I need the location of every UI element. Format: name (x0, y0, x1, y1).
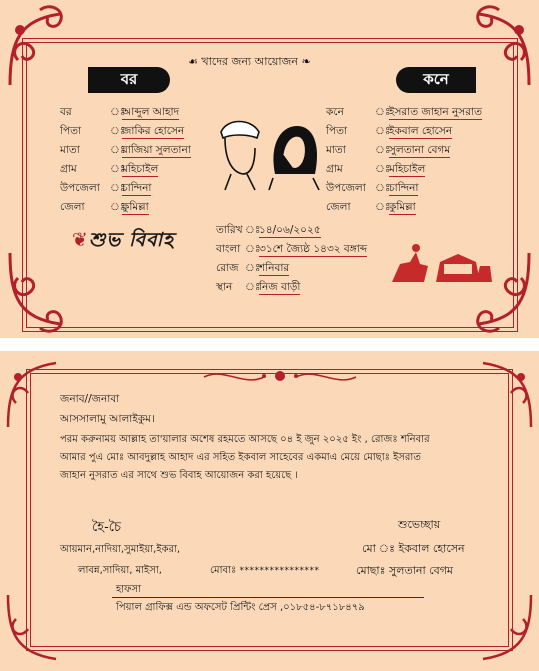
corner-ornament-top-right (469, 351, 539, 431)
bride-rows-label: জেলা (326, 201, 351, 213)
wishes-name-2: মোছাঃ সুলতানা বেগম (356, 564, 454, 577)
detail-rows-separator: ঃ (245, 281, 261, 293)
corner-ornament-bottom-left (0, 248, 80, 338)
bride-rows-separator: ঃ (375, 144, 391, 156)
detail-rows-value: শনিবার (259, 262, 290, 274)
groom-rows-separator: ঃ (110, 144, 126, 156)
detail-rows-separator: ঃ (245, 224, 261, 236)
bride-rows-label: কনে (326, 106, 344, 118)
wishes-name-1: মো ঃ ইকবাল হোসেন (362, 542, 465, 555)
groom-rows-value: চান্দিনা (122, 182, 152, 194)
body-line-3: জাহান নুসরাত এর সাথে শুভ বিবাহ আয়োজন করা হয়েছে । (60, 470, 298, 481)
groom-rows-separator: ঃ (110, 106, 126, 118)
detail-rows-label: স্থান (216, 281, 233, 293)
greeting: আসসালামু আলাইকুম। (60, 413, 155, 425)
printer-credit: পিয়াল গ্রাফিক্স এন্ড অফসেট প্রিন্টিং প্রেস ,০১৮৫৪-৮৭১৮৪৭৯ (116, 602, 365, 613)
bride-banner (396, 67, 476, 93)
groom-banner-title: বর (120, 69, 138, 88)
detail-rows-value: নিজ বাড়ী (259, 281, 301, 293)
bride-rows-value: মহিচাইল (389, 163, 426, 175)
corner-ornament-bottom-right (469, 591, 539, 671)
detail-rows-label: রোজ (216, 262, 239, 274)
corner-ornament-bottom-left (0, 591, 70, 671)
hoichoi-title: হৈ-চৈ (92, 520, 122, 535)
bride-rows-value: ইসরাত জাহান নুসরাত (389, 106, 482, 118)
mobile-number (210, 564, 320, 578)
groom-rows-separator: ঃ (110, 182, 126, 194)
card-heading: ☙ খাদের জন্য আয়োজন ❧ (188, 55, 311, 68)
groom-rows-value: রাজিয়া সুলতানা (122, 144, 191, 156)
detail-rows-separator: ঃ (245, 243, 261, 255)
groom-rows-value: মহিচাইল (122, 163, 159, 175)
bride-rows-separator: ঃ (375, 163, 391, 175)
footer-rule (112, 597, 424, 598)
bride-rows-value: সুলতানা বেগম (389, 144, 451, 156)
bride-rows-label: মাতা (326, 144, 346, 156)
bride-rows-label: পিতা (326, 125, 348, 137)
hoichoi-names-3: হাফসা (116, 584, 141, 595)
groom-rows-label: গ্রাম (60, 163, 77, 175)
detail-rows-label: তারিখ (216, 224, 243, 236)
bride-rows-value: ইকবাল হোসেন (389, 125, 453, 137)
divider-ornament (200, 365, 360, 387)
bride-rows-separator: ঃ (375, 106, 391, 118)
groom-rows-separator: ঃ (110, 125, 126, 137)
bride-rows-value: কুমিল্লা (389, 201, 416, 213)
body-line-1: পরম করুনাময় আল্লাহ তা'য়ালার অশেষ রহমতে আসছে ০৪ ই জুন ২০২৫ ইং , রোজঃ শনিবার (60, 434, 430, 445)
hoichoi-names-1: আয়মান,নাদিয়া,সুমাইয়া,ইকরা, (60, 544, 181, 555)
groom-rows-separator: ঃ (110, 201, 126, 213)
bride-rows-label: উপজেলা (326, 182, 366, 194)
groom-rows-value: আব্দুল আহাদ (122, 106, 180, 118)
groom-rows-label: মাতা (60, 144, 80, 156)
bride-groom-illustration (213, 114, 323, 192)
bride-banner-title: কনে (423, 69, 449, 88)
bride-rows-separator: ঃ (375, 125, 391, 137)
groom-rows-label: জেলা (60, 201, 85, 213)
groom-rows-label: উপজেলা (60, 182, 100, 194)
groom-rows-separator: ঃ (110, 163, 126, 175)
bride-rows-value: চান্দিনা (389, 182, 419, 194)
bride-rows-separator: ঃ (375, 201, 391, 213)
mobile-value: **************** (239, 566, 320, 576)
groom-rows-value: কুমিল্লা (122, 201, 149, 213)
detail-rows-separator: ঃ (245, 262, 261, 274)
salutation: জনাব//জনাবা (60, 393, 120, 405)
bride-rows-label: গ্রাম (326, 163, 343, 175)
detail-rows-label: বাংলা (216, 243, 241, 255)
groom-rows-label: পিতা (60, 125, 82, 137)
corner-ornament-top-left (0, 0, 80, 90)
procession-illustration (386, 242, 496, 290)
detail-rows-value: ১৪/০৬/২০২৫ (259, 224, 321, 236)
subho-bibaho-logo: ❦শুভ বিবাহ (72, 229, 175, 251)
body-line-2: আমার পুএ মোঃ আবদুল্লাহ আহাদ এর সহিত ইকবাল সাহেবের একমাএ মেয়ে মোছাঃ ইসরাত (60, 452, 421, 463)
mobile-label: মোবাঃ (210, 565, 237, 576)
hoichoi-names-2: লাবন্ন,সাদিয়া, মাইসা, (78, 565, 162, 576)
invitation-card-back (0, 351, 539, 671)
detail-rows-value: ৩১শে জ্যৈষ্ঠ ১৪৩২ বঙ্গাব্দ (259, 243, 368, 255)
groom-rows-value: জাকির হোসেন (122, 125, 185, 137)
wishes-title: শুভেচ্ছায় (398, 518, 441, 531)
groom-rows-label: বর (60, 106, 72, 118)
bride-rows-separator: ঃ (375, 182, 391, 194)
groom-banner (88, 67, 170, 93)
